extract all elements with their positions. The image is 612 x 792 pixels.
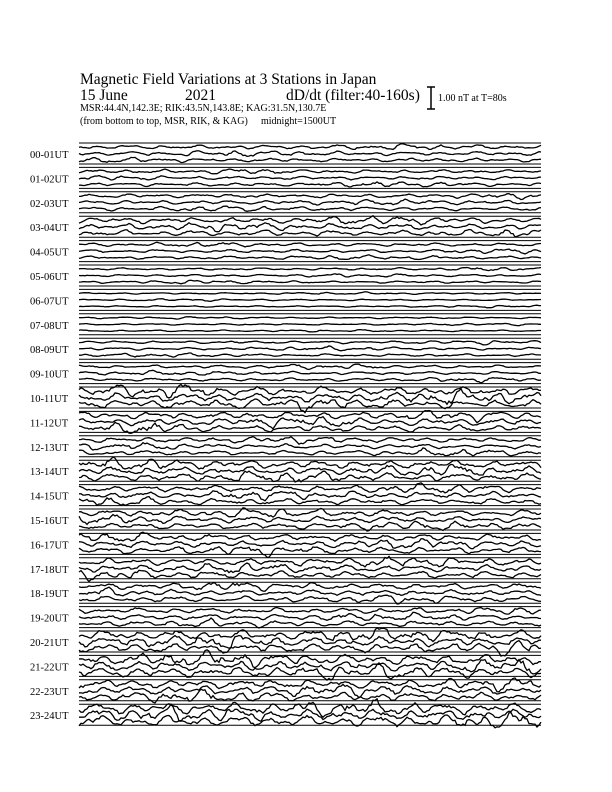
panel-11-12UT xyxy=(30,411,541,434)
trace-RIK xyxy=(79,539,541,549)
trace-KAG xyxy=(79,268,541,271)
trace-RIK xyxy=(79,274,541,277)
panel-04-05UT xyxy=(30,241,541,262)
panel-09-10UT xyxy=(30,363,541,384)
trace-RIK xyxy=(79,176,541,180)
trace-KAG xyxy=(79,144,541,150)
trace-MSR xyxy=(79,497,541,506)
trace-KAG xyxy=(79,583,541,592)
trace-RIK xyxy=(79,704,541,721)
panel-label: 03-04UT xyxy=(30,223,69,235)
trace-RIK xyxy=(79,515,541,525)
panel-label: 13-14UT xyxy=(30,467,69,479)
panel-label: 19-20UT xyxy=(30,613,69,625)
trace-RIK xyxy=(79,417,541,429)
trace-MSR xyxy=(79,570,541,581)
trace-MSR xyxy=(79,157,541,162)
trace-RIK xyxy=(79,612,541,620)
panel-18-19UT xyxy=(30,582,541,604)
trace-RIK xyxy=(79,443,541,450)
trace-KAG xyxy=(79,608,541,615)
panel-23-24UT xyxy=(30,699,541,728)
trace-RIK xyxy=(79,299,541,302)
trace-MSR xyxy=(79,471,541,482)
trace-KAG xyxy=(79,242,541,247)
panel-label: 15-16UT xyxy=(30,516,69,527)
panel-label: 07-08UT xyxy=(30,320,69,332)
panel-label: 17-18UT xyxy=(30,564,69,576)
panel-00-01UT xyxy=(30,143,541,164)
panel-12-13UT xyxy=(30,436,541,457)
panel-20-21UT xyxy=(30,628,541,656)
trace-MSR xyxy=(79,255,541,260)
panel-05-06UT xyxy=(30,265,541,286)
panel-label: 01-02UT xyxy=(30,174,69,186)
trace-RIK xyxy=(79,151,541,157)
trace-order-note: (from bottom to top, MSR, RIK, & KAG) xyxy=(80,116,248,127)
trace-RIK xyxy=(79,249,541,254)
panel-label: 05-06UT xyxy=(30,272,69,283)
trace-RIK xyxy=(79,660,541,674)
trace-RIK xyxy=(79,464,541,475)
panel-label: 22-23UT xyxy=(30,686,69,698)
panel-19-20UT xyxy=(30,607,541,628)
station-coordinates: MSR:44.4N,142.3E; RIK:43.5N,143.8E; KAG:31.5N,130.7E xyxy=(80,103,327,114)
trace-RIK xyxy=(79,563,541,573)
panel-label: 14-15UT xyxy=(30,491,69,503)
trace-KAG xyxy=(79,457,541,469)
midnight-note: midnight=1500UT xyxy=(261,116,337,127)
panel-label: 20-21UT xyxy=(30,638,69,649)
panel-08-09UT xyxy=(30,338,541,359)
trace-KAG xyxy=(79,364,541,369)
panel-17-18UT xyxy=(30,556,541,581)
panel-14-15UT xyxy=(30,483,541,506)
trace-RIK xyxy=(79,587,541,596)
trace-MSR xyxy=(79,618,541,628)
panel-label: 18-19UT xyxy=(30,589,69,601)
date-year: 2021 xyxy=(185,87,216,104)
panel-label: 10-11UT xyxy=(30,394,69,405)
panel-07-08UT xyxy=(30,314,541,335)
panel-label: 04-05UT xyxy=(30,247,69,259)
trace-MSR xyxy=(79,305,541,308)
panel-15-16UT xyxy=(30,508,541,531)
trace-KAG xyxy=(79,341,541,345)
trace-KAG xyxy=(79,216,541,225)
trace-MSR xyxy=(79,182,541,187)
scale-bar-label: 1.00 nT at T=80s xyxy=(438,93,507,104)
panel-03-04UT xyxy=(30,216,541,238)
trace-MSR xyxy=(79,378,541,383)
trace-KAG xyxy=(79,292,541,295)
panel-label: 16-17UT xyxy=(30,540,69,552)
trace-MSR xyxy=(79,595,541,604)
panel-16-17UT xyxy=(30,532,541,557)
component-filter: dD/dt (filter:40-160s) xyxy=(286,87,420,104)
panel-10-11UT xyxy=(30,385,541,413)
trace-RIK xyxy=(79,370,541,375)
trace-RIK xyxy=(79,346,541,351)
trace-MSR xyxy=(79,280,541,284)
date-day: 15 June xyxy=(80,87,128,104)
panel-label: 00-01UT xyxy=(30,150,69,161)
panels xyxy=(30,143,541,728)
panel-label: 11-12UT xyxy=(30,418,69,430)
panel-13-14UT xyxy=(30,457,541,482)
trace-RIK xyxy=(79,491,541,501)
panel-22-23UT xyxy=(30,678,541,703)
panel-label: 21-22UT xyxy=(30,662,69,674)
panel-label: 06-07UT xyxy=(30,296,69,308)
trace-KAG xyxy=(79,194,541,200)
trace-MSR xyxy=(79,448,541,456)
trace-MSR xyxy=(79,330,541,332)
chart-title: Magnetic Field Variations at 3 Stations in Japan xyxy=(80,71,377,88)
panel-06-07UT xyxy=(30,289,541,310)
trace-KAG xyxy=(79,169,541,174)
panel-label: 12-13UT xyxy=(30,442,69,454)
trace-MSR xyxy=(79,206,541,211)
trace-MSR xyxy=(79,353,541,357)
trace-RIK xyxy=(79,323,541,325)
panel-label: 08-09UT xyxy=(30,345,69,357)
trace-KAG xyxy=(79,317,541,319)
trace-RIK xyxy=(79,199,541,205)
trace-MSR xyxy=(79,230,541,237)
panel-label: 23-24UT xyxy=(30,711,69,723)
scale-bar xyxy=(427,87,435,109)
panel-02-03UT xyxy=(30,192,541,213)
panel-21-22UT xyxy=(30,650,541,680)
trace-RIK xyxy=(79,389,541,404)
panel-01-02UT xyxy=(30,167,541,188)
panel-label: 09-10UT xyxy=(30,369,69,381)
panel-label: 02-03UT xyxy=(30,198,69,210)
